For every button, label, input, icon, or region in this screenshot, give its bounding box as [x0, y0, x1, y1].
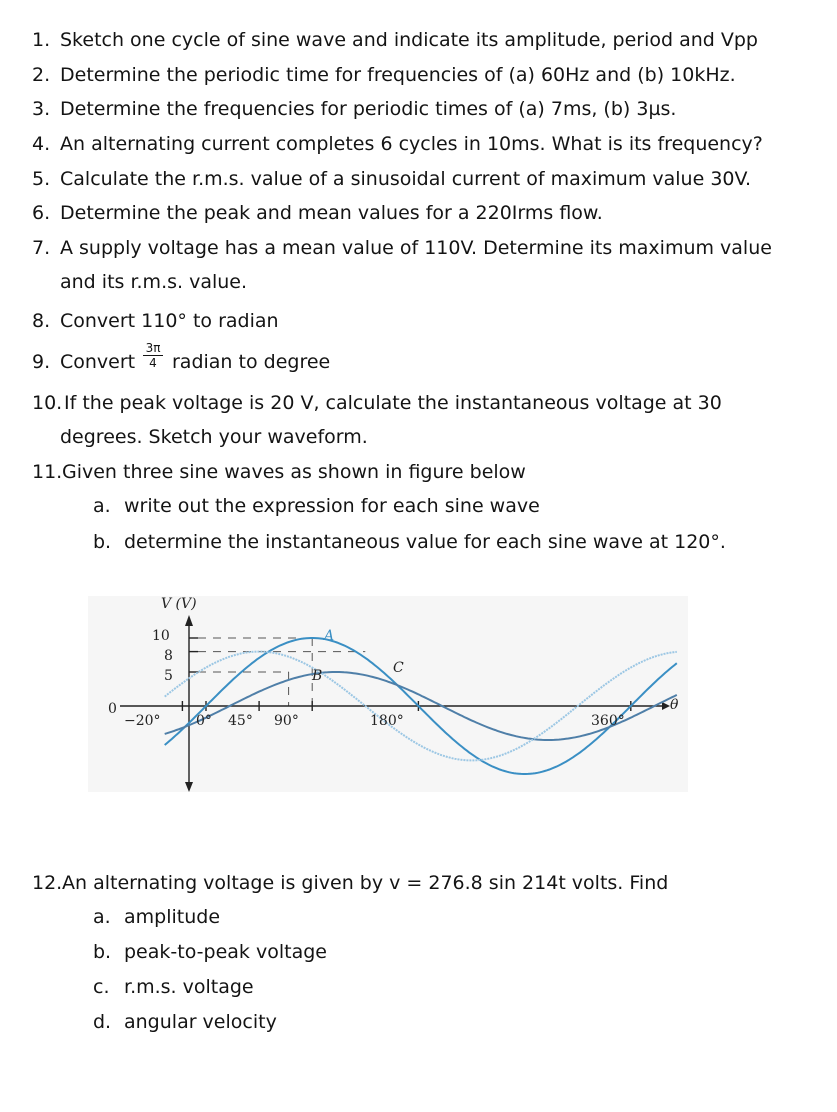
y-axis-label: V (V)	[161, 596, 197, 612]
x-tick-label-360: 360°	[591, 713, 625, 729]
x-tick-label-minus-20: −20°	[124, 713, 161, 729]
sine-waves-figure	[88, 588, 688, 794]
x-tick-label-45: 45°	[228, 713, 253, 729]
x-tick-label-0: 0°	[196, 713, 212, 729]
origin-label: 0	[108, 701, 117, 717]
series-label-a: A	[324, 628, 335, 644]
series-label-c: C	[393, 660, 404, 676]
y-tick-label-10: 10	[152, 628, 170, 644]
series-label-b: B	[312, 668, 323, 684]
x-tick-label-180: 180°	[370, 713, 404, 729]
x-tick-label-90: 90°	[274, 713, 299, 729]
fraction-3pi-over-4: 3π 4	[143, 342, 163, 369]
x-axis-label: θ	[670, 697, 679, 713]
figure-background	[88, 596, 688, 792]
y-tick-label-5: 5	[164, 668, 173, 684]
y-tick-label-8: 8	[164, 648, 173, 664]
